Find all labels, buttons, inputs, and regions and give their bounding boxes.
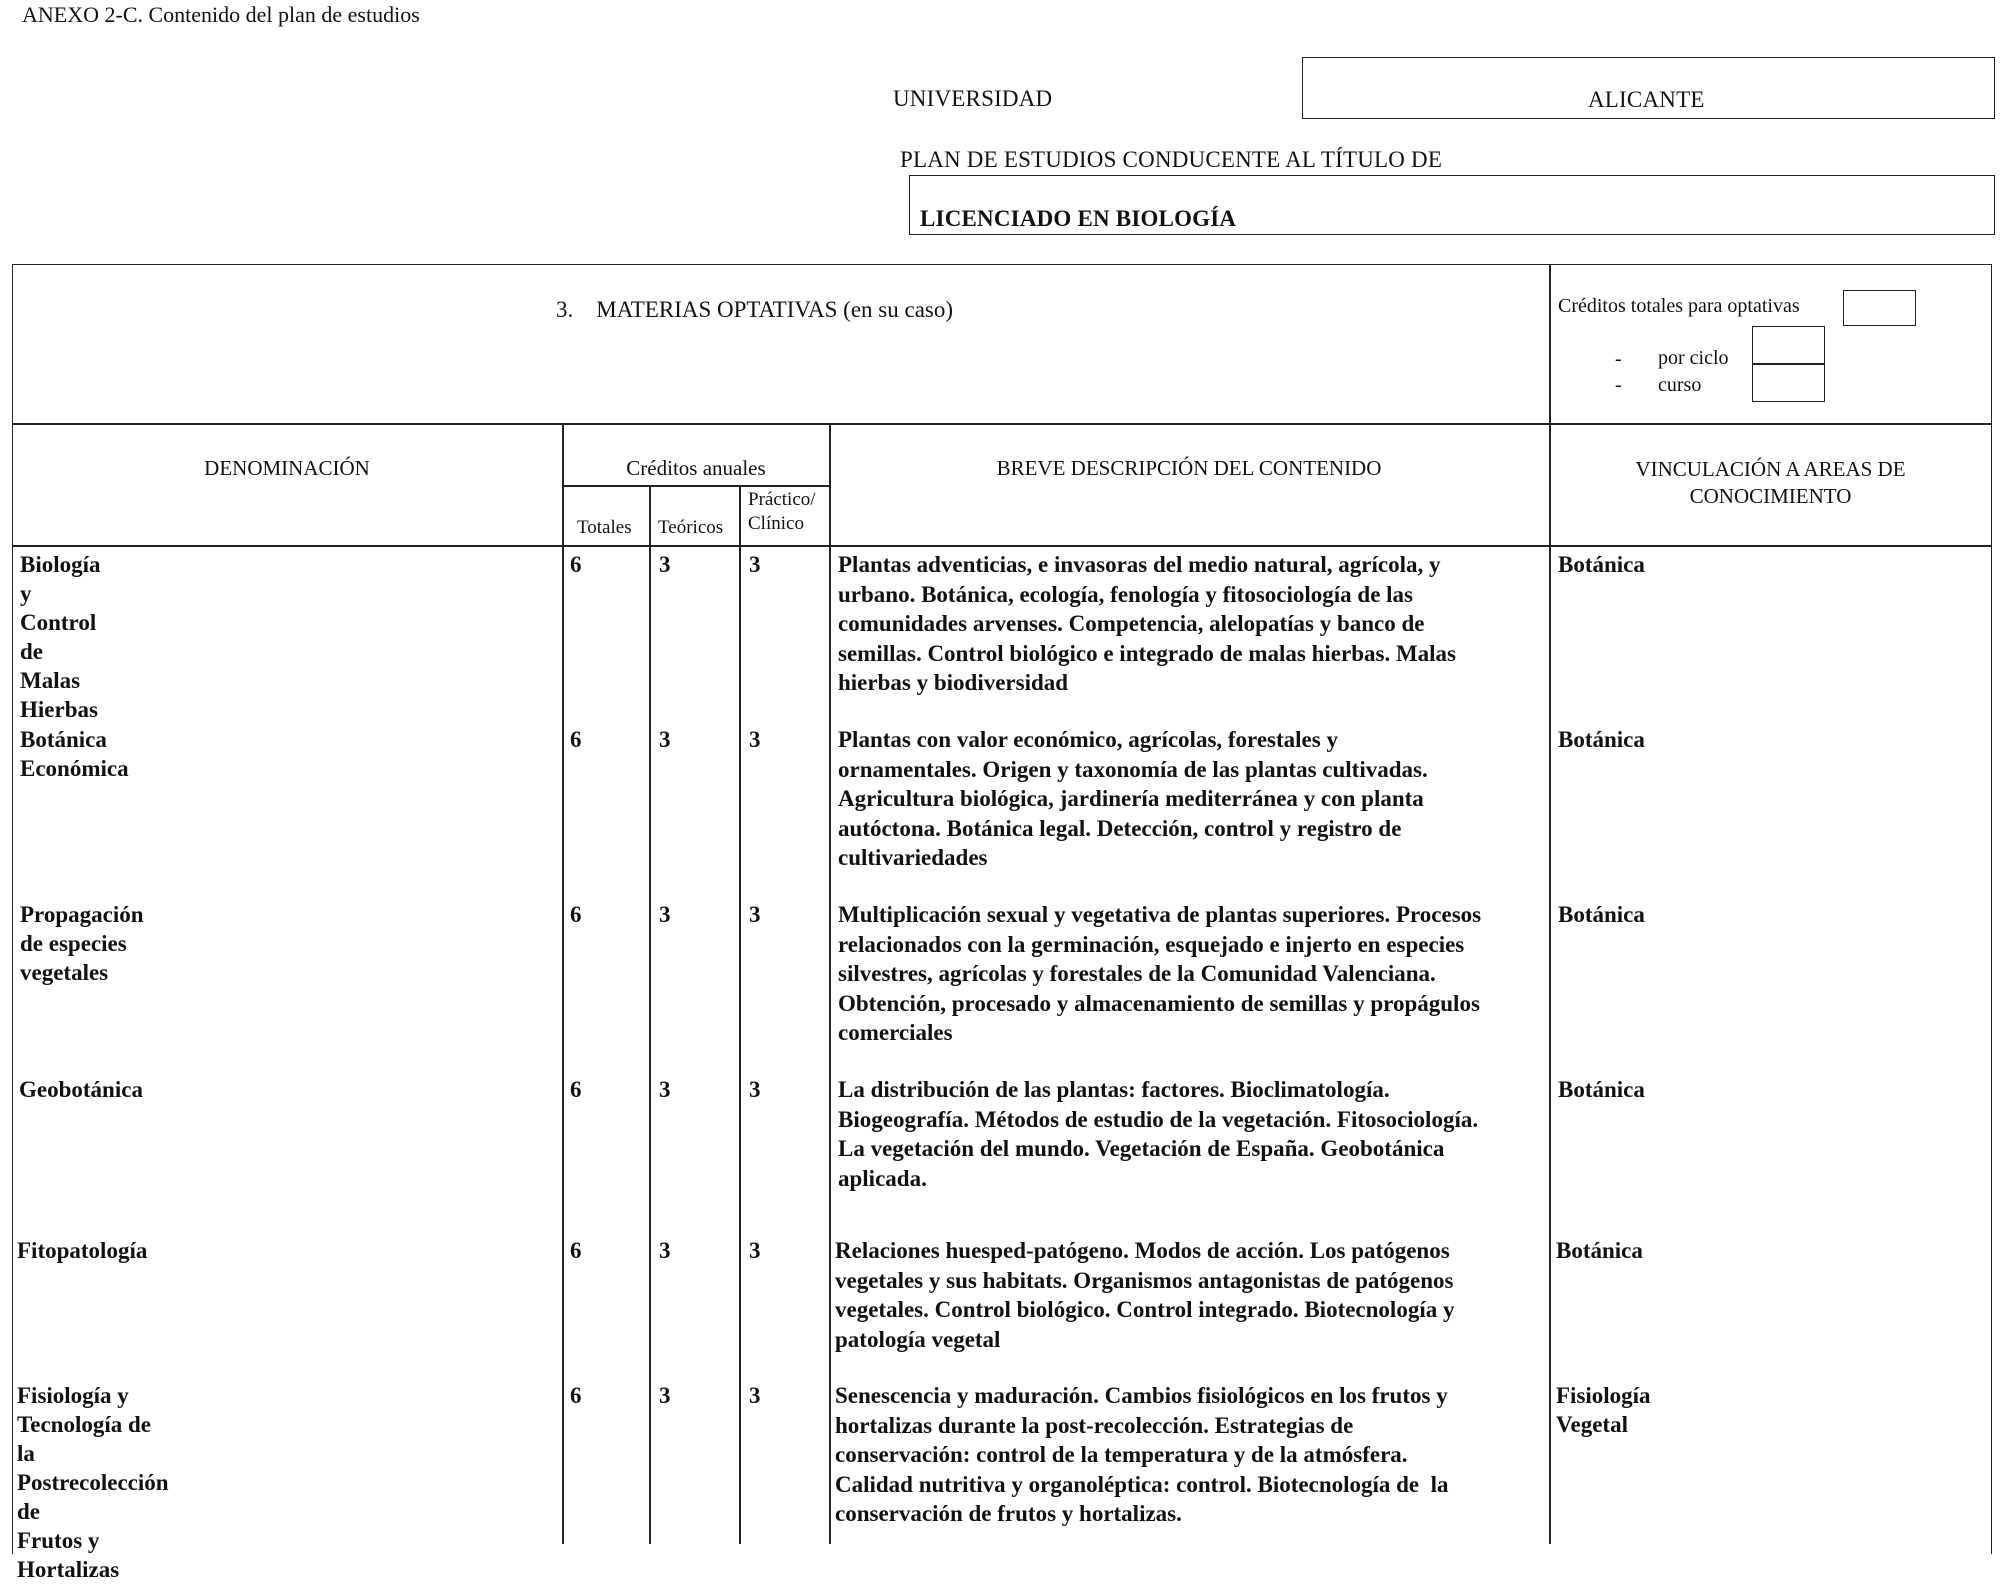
course-name-line: Fisiología y Tecnología de la Postrecolección de xyxy=(17,1383,169,1524)
course-description xyxy=(838,725,1548,873)
credits-practicos: 3 xyxy=(749,902,761,927)
header-vinculacion xyxy=(1549,456,1992,510)
description-line: urbano. Botánica, ecología, fenología y fitosociología de las xyxy=(838,581,1413,607)
description-line: aplicada. xyxy=(838,1165,927,1191)
col-line-1 xyxy=(562,423,564,1544)
per-cycle-dash: - xyxy=(1615,348,1622,370)
credits-teoricos: 3 xyxy=(659,1383,671,1408)
description-line: cultivariedades xyxy=(838,845,988,870)
header-practico-line1: Práctico/ xyxy=(748,489,816,510)
description-line: Plantas adventicias, e invasoras del medio natural, agrícola, y xyxy=(838,552,1441,577)
course-name xyxy=(17,1381,169,1584)
description-line: Agricultura biológica, jardinería mediterránea y con planta xyxy=(838,786,1424,811)
per-cycle-box xyxy=(1752,326,1825,365)
col-line-5 xyxy=(1549,423,1551,1544)
description-line: patología vegetal xyxy=(835,1326,1001,1352)
description-line: Multiplicación sexual y vegetativa de plantas superiores. Procesos xyxy=(838,902,1482,927)
course-description xyxy=(838,900,1548,1048)
annex-title: ANEXO 2-C. Contenido del plan de estudios xyxy=(22,2,420,27)
description-line: ornamentales. Origen y taxonomía de las plantas cultivadas. xyxy=(838,756,1428,782)
course-name-line: Botánica Económica xyxy=(20,727,129,781)
description-line: comunidades arvenses. Competencia, alelopatías y banco de xyxy=(838,611,1425,636)
credits-teoricos: 3 xyxy=(659,1077,671,1102)
course-name xyxy=(17,1236,147,1265)
header-denominacion: DENOMINACIÓN xyxy=(204,456,370,480)
course-box xyxy=(1752,363,1825,402)
plan-label: PLAN DE ESTUDIOS CONDUCENTE AL TÍTULO DE xyxy=(900,147,1443,172)
course-description xyxy=(835,1236,1545,1354)
header-vinculacion-line2: CONOCIMIENTO xyxy=(1689,484,1852,508)
description-line: La distribución de las plantas: factores. Bioclimatología. xyxy=(838,1077,1390,1102)
description-line: comerciales xyxy=(838,1020,953,1045)
description-line: hortalizas durante la post-recolección. Estrategias de xyxy=(835,1412,1354,1438)
course-description xyxy=(838,1075,1548,1193)
section-number: 3. xyxy=(556,297,574,322)
credits-practicos: 3 xyxy=(749,1238,761,1263)
description-line: conservación: control de la temperatura y de la atmósfera. xyxy=(835,1442,1408,1467)
header-vinculacion-line1: VINCULACIÓN A AREAS DE xyxy=(1635,457,1906,481)
col-line-2 xyxy=(649,485,651,1544)
description-line: Calidad nutritiva y organoléptica: control. Biotecnología de la xyxy=(835,1471,1449,1497)
credits-teoricos: 3 xyxy=(659,552,671,577)
header-descripcion: BREVE DESCRIPCIÓN DEL CONTENIDO xyxy=(996,456,1382,480)
credits-practicos: 3 xyxy=(749,552,761,577)
credits-practicos: 3 xyxy=(749,727,761,752)
university-value: ALICANTE xyxy=(1588,87,1705,112)
knowledge-area: Botánica xyxy=(1556,1238,1643,1263)
course-name-line: Frutos y Hortalizas xyxy=(17,1528,120,1582)
description-line: vegetales. Control biológico. Control integrado. Biotecnología y xyxy=(835,1297,1455,1322)
credits-totales: 6 xyxy=(570,552,582,577)
description-line: Relaciones huesped-patógeno. Modos de acción. Los patógenos xyxy=(835,1238,1450,1263)
credits-totales: 6 xyxy=(570,1383,582,1408)
description-line: autóctona. Botánica legal. Detección, control y registro de xyxy=(838,815,1402,841)
section-heading xyxy=(556,297,953,323)
header-creditos-anuales: Créditos anuales xyxy=(626,456,766,480)
course-name-line: Biología y Control de Malas Hierbas xyxy=(20,552,101,722)
knowledge-area: Botánica xyxy=(1558,1077,1645,1102)
credits-totales: 6 xyxy=(570,727,582,752)
header-teoricos: Teóricos xyxy=(658,517,724,538)
university-label: UNIVERSIDAD xyxy=(893,86,1053,111)
course-name-line: Fitopatología xyxy=(17,1238,148,1263)
description-line: conservación de frutos y hortalizas. xyxy=(835,1501,1182,1526)
description-line: semillas. Control biológico e integrado de malas hierbas. Malas xyxy=(838,640,1457,666)
description-line: Biogeografía. Métodos de estudio de la vegetación. Fitosociología. xyxy=(838,1106,1479,1132)
knowledge-area: Botánica xyxy=(1558,727,1645,752)
credits-total-label: Créditos totales para optativas xyxy=(1558,295,1800,317)
course-name xyxy=(19,1075,143,1104)
description-line: relacionados con la germinación, esquejado e injerto en especies xyxy=(838,931,1465,957)
header-bottom-line xyxy=(12,545,1992,547)
course-name xyxy=(20,550,101,724)
course-name-line: Geobotánica xyxy=(19,1077,143,1102)
header-practico-line2: Clínico xyxy=(748,513,804,534)
credits-total-box xyxy=(1843,290,1916,326)
course-name xyxy=(20,900,144,987)
credits-practicos: 3 xyxy=(749,1383,761,1408)
credits-totales: 6 xyxy=(570,1238,582,1263)
credits-teoricos: 3 xyxy=(659,902,671,927)
description-line: La vegetación del mundo. Vegetación de España. Geobotánica xyxy=(838,1136,1445,1161)
course-dash: - xyxy=(1615,374,1622,396)
credits-teoricos: 3 xyxy=(659,1238,671,1263)
credits-teoricos: 3 xyxy=(659,727,671,752)
knowledge-area: Botánica xyxy=(1558,902,1645,927)
knowledge-area: Botánica xyxy=(1558,552,1645,577)
course-name xyxy=(20,725,129,783)
course-description xyxy=(835,1381,1545,1529)
credits-totales: 6 xyxy=(570,1077,582,1102)
description-line: Senescencia y maduración. Cambios fisiológicos en los frutos y xyxy=(835,1383,1448,1408)
course-name-line: Propagación de especies vegetales xyxy=(20,902,144,985)
description-line: hierbas y biodiversidad xyxy=(838,670,1069,695)
description-line: Obtención, procesado y almacenamiento de semillas y propágulos xyxy=(838,990,1480,1016)
col-line-3 xyxy=(739,485,741,1544)
section-title: MATERIAS OPTATIVAS (en su caso) xyxy=(596,297,954,322)
section-bottom-line xyxy=(12,423,1992,425)
header-practico xyxy=(748,488,816,536)
credits-totales: 6 xyxy=(570,902,582,927)
description-line: Plantas con valor económico, agrícolas, forestales y xyxy=(838,727,1338,752)
description-line: vegetales y sus habitats. Organismos antagonistas de patógenos xyxy=(835,1267,1454,1293)
knowledge-area: Fisiología Vegetal xyxy=(1556,1383,1651,1437)
creditos-sub-line xyxy=(562,485,830,487)
header-totales: Totales xyxy=(577,517,632,538)
description-line: silvestres, agrícolas y forestales de la Comunidad Valenciana. xyxy=(838,961,1436,986)
credits-practicos: 3 xyxy=(749,1077,761,1102)
course-description xyxy=(838,550,1548,698)
plan-value: LICENCIADO EN BIOLOGÍA xyxy=(920,206,1237,231)
per-cycle-label: por ciclo xyxy=(1658,347,1729,369)
course-label: curso xyxy=(1658,374,1702,396)
col-line-4 xyxy=(829,423,831,1544)
section-divider xyxy=(1549,264,1551,424)
